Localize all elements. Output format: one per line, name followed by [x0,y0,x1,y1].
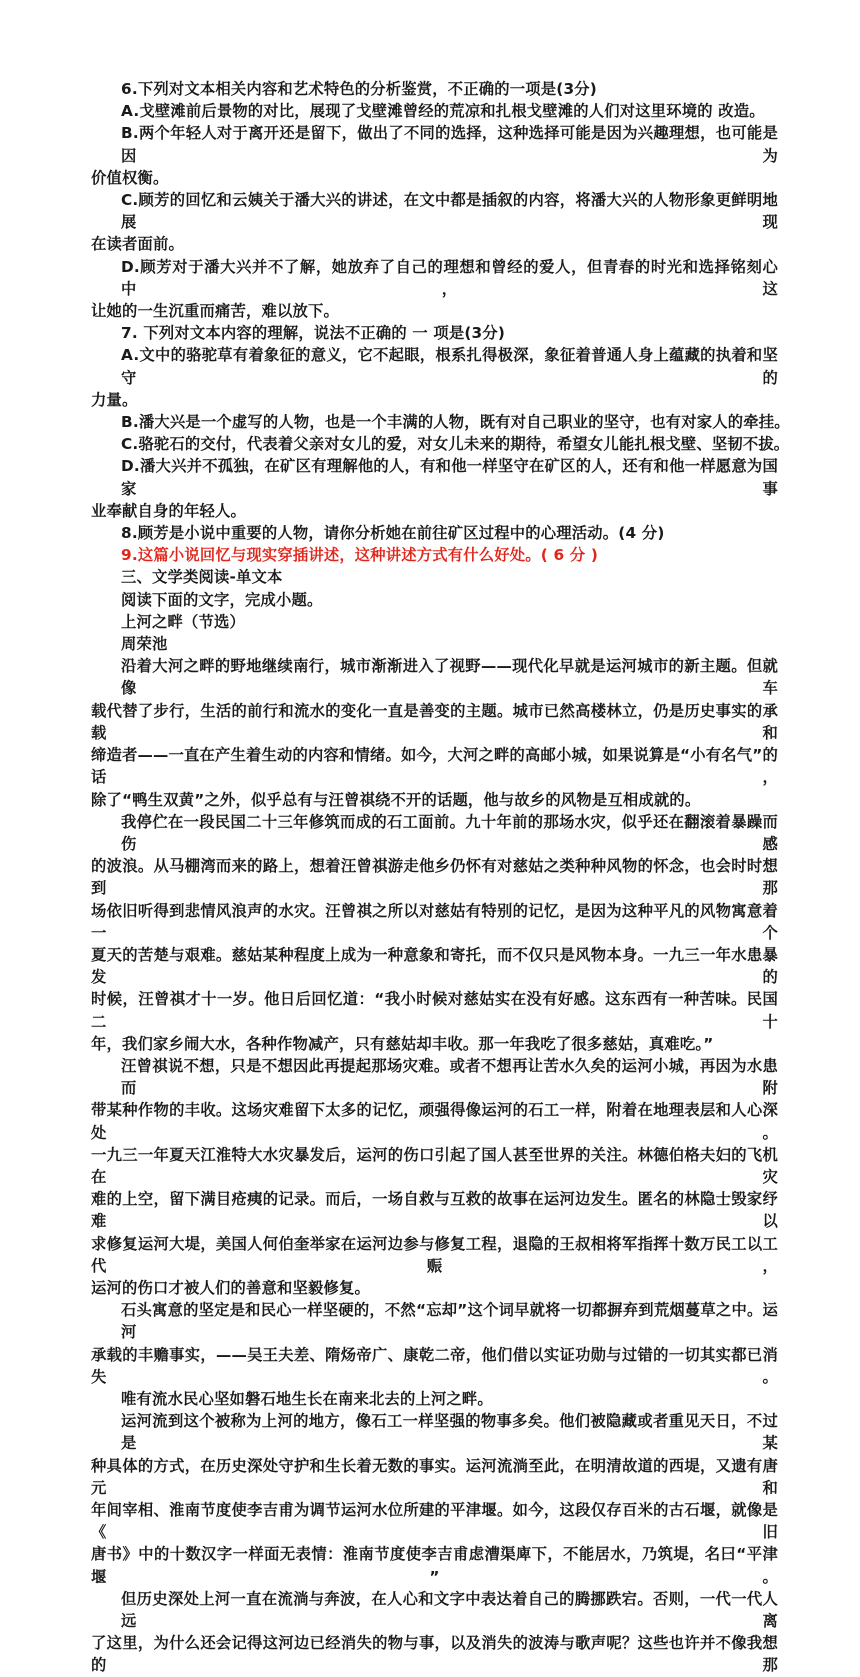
p4-line: 石头寓意的坚定是和民心一样坚硬的，不然“忘却”这个词早就将一切都摒弃到荒烟蔓草之中。运河 [121,1301,778,1342]
p4-line: 承载的丰赡事实，——吴王夫差、隋炀帝广、康乾二帝，他们借以实证功勋与过错的一切其实都已消失。 [91,1345,778,1386]
p6-line: 年间宰相、淮南节度使李吉甫为调节运河水位所建的平津堰。如今，这段仅存百米的古石堰，就像是《旧 [91,1501,778,1542]
p6-line: 运河流到这个被称为上河的地方，像石工一样坚强的物事多矣。他们被隐藏或者重见天日，不过是某 [121,1412,778,1453]
q7-option-a-line1: A.文中的骆驼草有着象征的意义，它不起眼，根系扎得极深，象征着普通人身上蕴藏的执着和坚守的 [121,346,778,387]
p6-line: 唐书》中的十数汉字一样面无表情：淮南节度使李吉甫虑漕渠庳下，不能居水，乃筑堤，名曰“平津堰”。 [91,1545,778,1586]
p7-line: 了这里，为什么还会记得这河边已经消失的物与事，以及消失的波涛与歌声呢？这些也许并不像我想的那 [91,1634,778,1675]
p2-line: 年，我们家乡闹大水，各种作物减产，只有慈姑却丰收。那一年我吃了很多慈姑，真难吃。” [91,1034,714,1053]
q7-stem: 7. 下列对文本内容的理解，说法不正确的 一 项是(3分) [121,324,506,343]
q7-option-d-line1: D.潘大兴并不孤独，在矿区有理解他的人，有和他一样坚守在矿区的人，还有和他一样愿意为国家事 [121,457,778,498]
p3-line: 一九三一年夏天江淮特大水灾暴发后，运河的伤口引起了国人甚至世界的关注。林德伯格夫妇的飞机在灾 [91,1145,778,1186]
p2-line: 夏天的苦楚与艰难。慈姑某种程度上成为一种意象和寄托，而不仅只是风物本身。一九三一年水患暴发的 [91,945,778,987]
p6-line: 种具体的方式，在历史深处守护和生长着无数的事实。运河流淌至此，在明清故道的西堤，又遗有唐元和 [91,1456,778,1497]
p1-line: 缔造者——一直在产生着生动的内容和情绪。如今，大河之畔的高邮小城，如果说算是“小有名气”的话， [91,746,779,787]
q9-stem: 9.这篇小说回忆与现实穿插讲述，这种讲述方式有什么好处。( 6 分 ) [121,546,599,565]
document-page [91,78,790,1677]
section-heading: 三、文学类阅读-单文本 [121,568,283,587]
p2-line: 的波浪。从马棚湾而来的路上，想着汪曾祺游走他乡仍怀有对慈姑之类种种风物的怀念，也会时时想到那 [91,857,778,898]
q6-option-d-line1: D.顾芳对于潘大兴并不了解，她放弃了自己的理想和曾经的爱人，但青春的时光和选择铭刻心中，这 [121,257,778,298]
q7-option-d-line2: 业奉献自身的年轻人。 [91,501,246,520]
p3-line: 难的上空，留下满目疮痍的记录。而后，一场自救与互救的故事在运河边发生。匿名的林隐士毁家纾难以 [91,1190,778,1231]
p3-line: 求修复运河大堤，美国人何伯奎举家在运河边参与修复工程，退隐的王叔相将军指挥十数万民工以工代赈， [91,1234,778,1275]
q6-option-c-line1: C.顾芳的回忆和云姨关于潘大兴的讲述，在文中都是插叙的内容，将潘大兴的人物形象更鲜明地展现 [121,191,778,232]
q7-option-a-line2: 力量。 [91,390,138,409]
q6-option-d-line2: 让她的一生沉重而痛苦，难以放下。 [91,302,339,321]
p2-line: 我停伫在一段民国二十三年修筑而成的石工面前。九十年前的那场水灾，似乎还在翻滚着暴躁而伤感 [121,812,778,853]
p3-line: 带某种作物的丰收。这场灾难留下太多的记忆，顽强得像运河的石工一样，附着在地理表层和人心深处。 [91,1101,778,1142]
p3-line: 汪曾祺说不想，只是不想因此再提起那场灾难。或者不想再让苦水久矣的运河小城，再因为水患而附 [121,1056,778,1098]
q7-option-b: B.潘大兴是一个虚写的人物，也是一个丰满的人物，既有对自己职业的坚守，也有对家人的牵挂。 [121,413,790,432]
q7-option-c: C.骆驼石的交付，代表着父亲对女儿的爱，对女儿未来的期待，希望女儿能扎根戈壁、坚韧不拔。 [121,435,790,454]
q8-stem: 8.顾芳是小说中重要的人物，请你分析她在前往矿区过程中的心理活动。(4 分) [121,524,665,543]
p1-line: 载代替了步行，生活的前行和流水的变化一直是善变的主题。城市已然高楼林立，仍是历史事实的承载和 [91,701,778,742]
q6-stem: 6.下列对文本相关内容和艺术特色的分析鉴赏，不正确的一项是(3分) [121,80,597,98]
article-author: 周荣池 [121,635,168,654]
article-title: 上河之畔（节选） [121,612,245,631]
p7-line: 但历史深处上河一直在流淌与奔波，在人心和文字中表达着自己的腾挪跌宕。否则，一代一代人远离 [121,1589,778,1631]
p3-line: 运河的伤口才被人们的善意和坚毅修复。 [91,1278,370,1297]
q6-option-c-line2: 在读者面前。 [91,235,184,254]
p2-line: 场依旧听得到悲情风浪声的水灾。汪曾祺之所以对慈姑有特别的记忆，是因为这种平凡的风物寓意着一个 [91,901,778,942]
p1-line: 除了“鸭生双黄”之外，似乎总有与汪曾祺绕不开的话题，他与故乡的风物是互相成就的。 [91,790,701,809]
p2-line: 时候，汪曾祺才十一岁。他日后回忆道：“我小时候对慈姑实在没有好感。这东西有一种苦味。民国二十 [91,990,778,1031]
instruction: 阅读下面的文字，完成小题。 [121,590,323,609]
p1-line: 沿着大河之畔的野地继续南行，城市渐渐进入了视野——现代化早就是运河城市的新主题。但就像车 [121,657,778,698]
q6-option-b-line1: B.两个年轻人对于离开还是留下，做出了不同的选择，这种选择可能是因为兴趣理想，也可能是因为 [121,124,778,165]
p5-line: 唯有流水民心坚如磐石地生长在南来北去的上河之畔。 [121,1389,493,1408]
q6-option-a: A.戈壁滩前后景物的对比，展现了戈壁滩曾经的荒凉和扎根戈壁滩的人们对这里环境的 改造。 [121,102,765,121]
q6-option-b-line2: 价值权衡。 [91,168,169,187]
